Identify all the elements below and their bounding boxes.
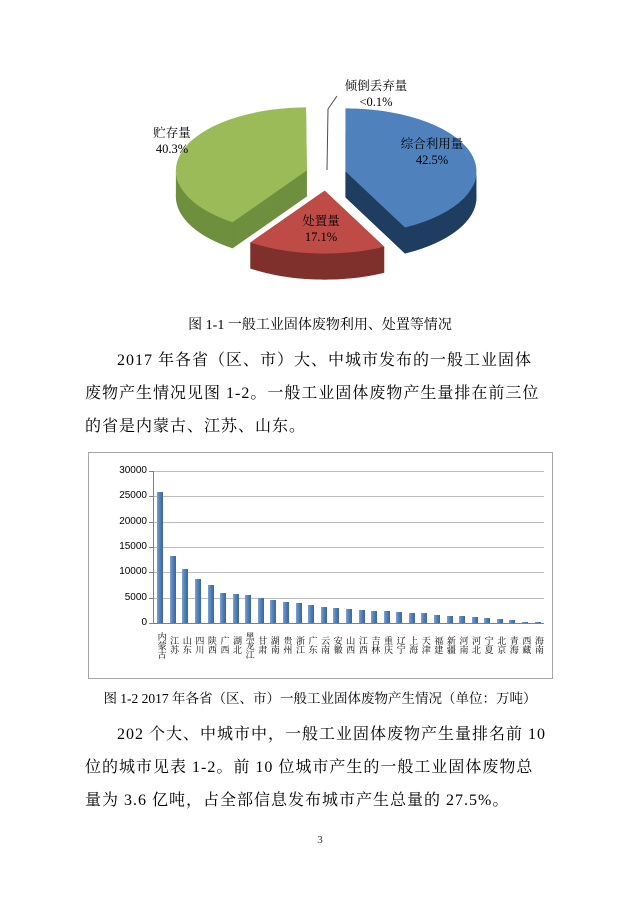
bar-cell — [179, 471, 192, 623]
bar-江苏 — [170, 556, 176, 623]
bar-青海 — [509, 620, 515, 623]
bar-cell — [167, 471, 180, 623]
bar-cell — [456, 471, 469, 623]
bar-黑龙江 — [245, 595, 251, 623]
figure2-caption: 图 1-2 2017 年各省（区、市）一般工业固体废物产生情况（单位：万吨） — [103, 691, 537, 706]
x-axis-label: 海南 — [533, 636, 544, 654]
y-axis-label: 0 — [141, 617, 147, 628]
pie-slice-value: 40.3% — [155, 142, 189, 156]
bar-陕西 — [208, 585, 214, 624]
x-axis-label: 安徽 — [332, 636, 343, 654]
pie-label-utilized — [362, 136, 502, 168]
bar-北京 — [497, 619, 503, 623]
x-axis-label: 江苏 — [169, 636, 180, 654]
bar-cell — [380, 471, 393, 623]
pie-slice-name: 处置量 — [302, 214, 340, 228]
pie-label-stored — [122, 125, 222, 157]
x-axis-label: 青海 — [508, 636, 519, 654]
y-axis-label: 30000 — [119, 465, 147, 476]
bar-cell — [217, 471, 230, 623]
y-axis-tick — [149, 598, 153, 599]
pie-label-disposed — [271, 213, 371, 245]
y-axis-label: 10000 — [119, 566, 147, 578]
pie-slice-name: 倾倒丢弃量 — [344, 79, 408, 93]
bar-cell — [154, 471, 167, 623]
x-axis-label: 江西 — [357, 636, 368, 654]
bar-山东 — [182, 569, 188, 623]
x-axis-label: 浙江 — [294, 636, 305, 654]
bar-cell — [519, 471, 532, 623]
pie-slice-name: 综合利用量 — [400, 137, 464, 151]
bar-chart-figure — [88, 452, 553, 679]
x-axis — [153, 627, 543, 663]
page-number: 3 — [317, 834, 323, 846]
bar-cell — [318, 471, 331, 623]
bar-cell — [292, 471, 305, 623]
y-axis-tick — [149, 522, 153, 523]
bar-cell — [468, 471, 481, 623]
bar-贵州 — [283, 602, 289, 623]
bar-湖北 — [233, 594, 239, 623]
bar-宁夏 — [484, 618, 490, 623]
bar-cell — [305, 471, 318, 623]
x-axis-label: 宁夏 — [483, 636, 494, 654]
x-axis-label: 河南 — [458, 636, 469, 654]
bar-福建 — [434, 615, 440, 623]
pie-chart-figure — [106, 76, 554, 314]
bar-cell — [368, 471, 381, 623]
bar-cell — [393, 471, 406, 623]
bar-西藏 — [522, 622, 528, 623]
x-axis-label: 新疆 — [445, 636, 456, 654]
bar-cell — [431, 471, 444, 623]
bar-云南 — [321, 607, 327, 623]
bar-cell — [506, 471, 519, 623]
body-paragraph-1: 2017 年各省（区、市）大、中城市发布的一般工业固体 废物产生情况见图 1-2。一般工业固体废物产生量排在前三位 的省是内蒙古、江苏、山东。 — [85, 352, 540, 435]
y-axis-label: 5000 — [124, 591, 147, 603]
bar-重庆 — [384, 611, 390, 623]
bar-chart-plot-area — [153, 471, 544, 624]
y-axis-tick — [149, 572, 153, 573]
x-axis-label: 黑龙江 — [244, 631, 255, 659]
bar-上海 — [409, 613, 415, 623]
y-axis-tick — [149, 623, 153, 624]
bar-甘肃 — [258, 598, 264, 623]
x-axis-label: 广西 — [219, 636, 230, 654]
y-axis-label: 20000 — [119, 515, 147, 527]
y-axis-tick — [149, 547, 153, 548]
x-axis-label: 山西 — [345, 636, 356, 654]
x-axis-label: 内蒙古 — [156, 631, 167, 659]
bar-cell — [494, 471, 507, 623]
y-axis-label: 15000 — [119, 541, 147, 552]
pie-chart-canvas — [106, 76, 554, 314]
bar-四川 — [195, 579, 201, 623]
bar-广东 — [308, 605, 314, 623]
x-axis-label: 山东 — [181, 636, 192, 654]
x-axis-label: 四川 — [194, 636, 205, 654]
bar-cell — [531, 471, 544, 623]
bar-cell — [192, 471, 205, 623]
x-axis-label: 贵州 — [282, 636, 293, 654]
bar-辽宁 — [396, 612, 402, 623]
bar-cell — [242, 471, 255, 623]
x-axis-label: 辽宁 — [395, 636, 406, 654]
bar-新疆 — [447, 616, 453, 623]
bar-浙江 — [296, 603, 302, 623]
bar-cell — [443, 471, 456, 623]
bar-内蒙古 — [157, 492, 163, 623]
bar-广西 — [220, 593, 226, 623]
y-axis-tick — [149, 496, 153, 497]
bar-cell — [418, 471, 431, 623]
bar-cell — [280, 471, 293, 623]
x-axis-label: 陕西 — [206, 636, 217, 654]
x-axis-label: 云南 — [320, 636, 331, 654]
bar-cell — [255, 471, 268, 623]
bar-河南 — [459, 616, 465, 623]
y-axis-tick — [149, 471, 153, 472]
pie-slice-value: 17.1% — [304, 230, 338, 244]
x-axis-label: 福建 — [433, 636, 444, 654]
bar-cell — [330, 471, 343, 623]
bar-山西 — [346, 609, 352, 623]
bar-cell — [481, 471, 494, 623]
bar-江西 — [359, 610, 365, 623]
x-axis-label: 湖南 — [269, 636, 280, 654]
pie-label-dumped — [306, 78, 446, 110]
pie-slice-name: 贮存量 — [153, 126, 191, 140]
x-axis-label: 广东 — [307, 636, 318, 654]
x-axis-label: 重庆 — [382, 636, 393, 654]
bar-cell — [267, 471, 280, 623]
pie-slice-value: 42.5% — [415, 153, 449, 167]
bar-湖南 — [270, 600, 276, 623]
bar-天津 — [421, 613, 427, 623]
pie-slice-value: <0.1% — [359, 95, 393, 109]
bar-吉林 — [371, 611, 377, 623]
bar-cell — [406, 471, 419, 623]
x-axis-label: 河北 — [471, 636, 482, 654]
x-axis-label: 湖北 — [232, 636, 243, 654]
x-axis-label: 天津 — [420, 636, 431, 654]
bar-series — [154, 471, 544, 623]
x-axis-label: 北京 — [496, 636, 507, 654]
x-axis-label: 西藏 — [521, 636, 532, 654]
x-axis-label: 甘肃 — [257, 636, 268, 654]
y-axis-label: 25000 — [119, 490, 147, 502]
bar-安徽 — [333, 608, 339, 623]
figure1-caption: 图 1-1 一般工业固体废物利用、处置等情况 — [188, 318, 452, 333]
bar-海南 — [535, 622, 541, 623]
bar-cell — [343, 471, 356, 623]
body-paragraph-2: 202 个大、中城市中，一般工业固体废物产生量排名前 10 位的城市见表 1-2。前 10 位城市产生的一般工业固体废物总 量为 3.6 亿吨，占全部信息发布城市产生总量的 27.5%。 — [85, 726, 547, 809]
x-axis-label: 吉林 — [370, 636, 381, 654]
bar-cell — [355, 471, 368, 623]
bar-cell — [204, 471, 217, 623]
x-axis-label: 上海 — [408, 636, 419, 654]
bar-cell — [229, 471, 242, 623]
bar-河北 — [472, 617, 478, 623]
